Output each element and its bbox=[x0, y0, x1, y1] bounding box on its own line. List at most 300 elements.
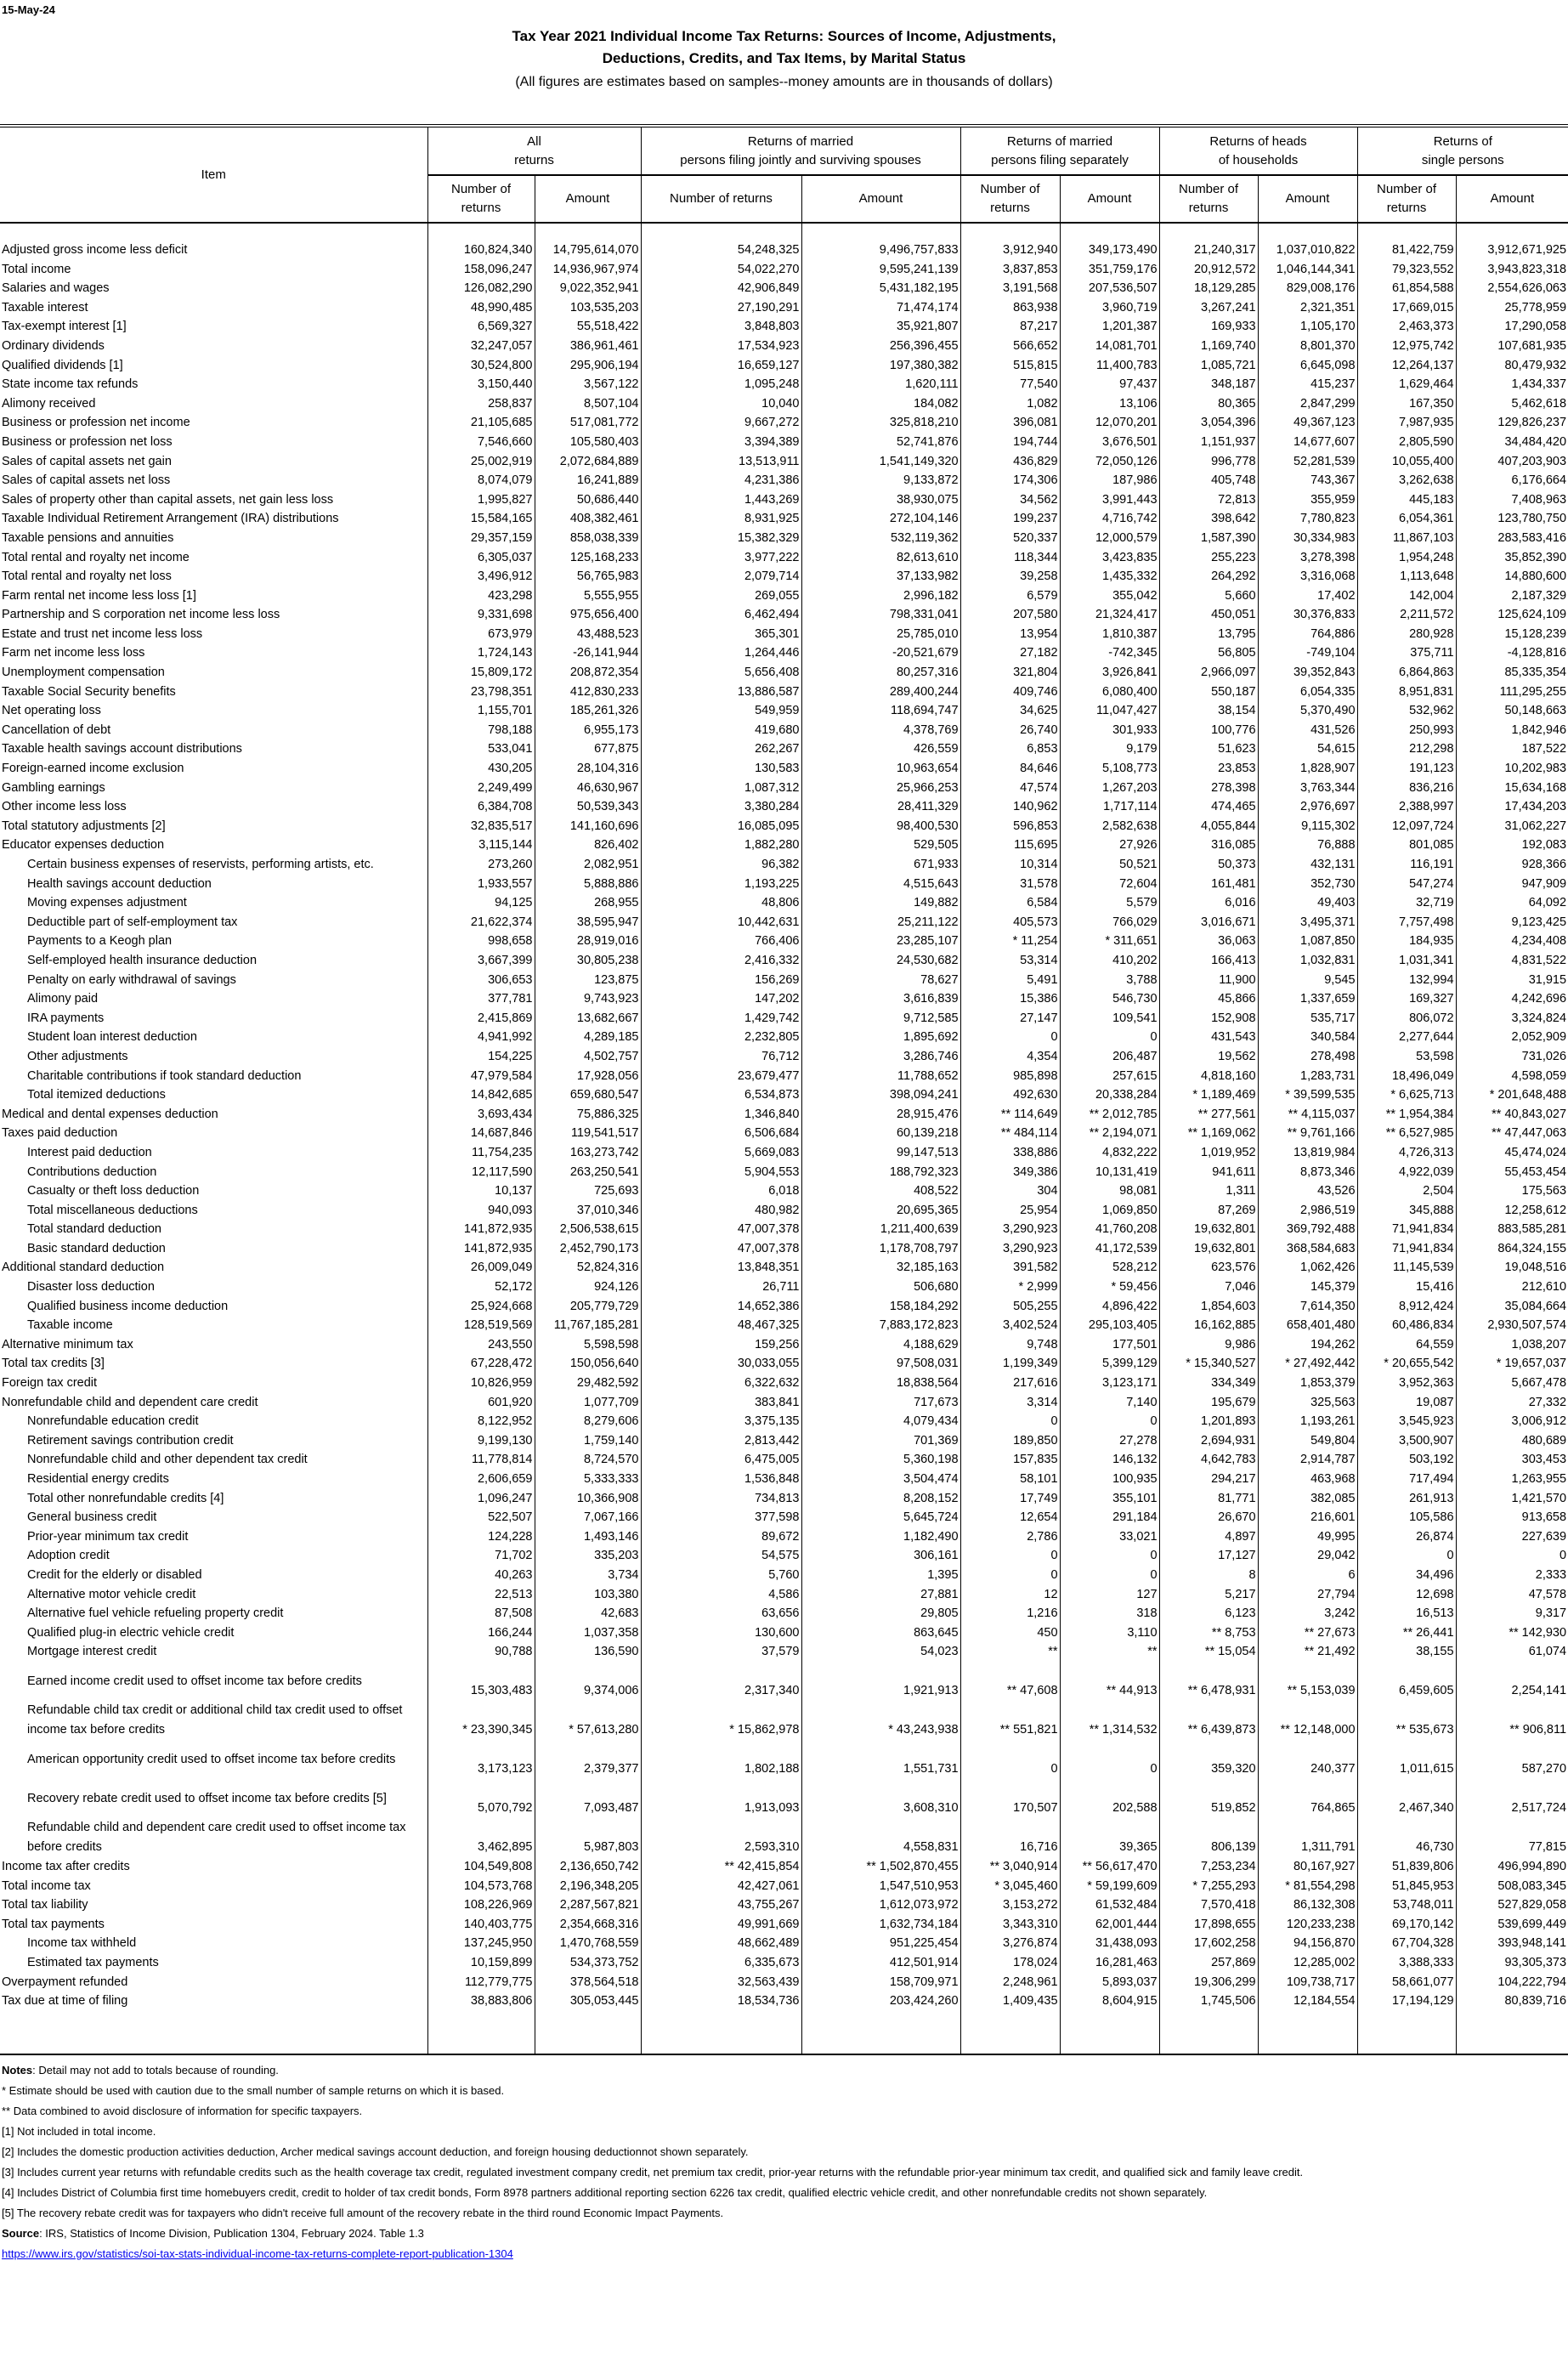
cell-number-of-returns: 36,063 bbox=[1159, 932, 1258, 951]
cell-number-of-returns: 79,323,552 bbox=[1357, 260, 1456, 280]
cell-number-of-returns: 5,217 bbox=[1159, 1585, 1258, 1605]
table-row bbox=[0, 1527, 1568, 1547]
cell-amount: 4,558,831 bbox=[801, 1818, 960, 1857]
cell-number-of-returns: 170,507 bbox=[960, 1779, 1060, 1818]
cell-amount: 863,645 bbox=[801, 1623, 960, 1643]
cell-number-of-returns: 90,788 bbox=[427, 1642, 535, 1662]
cell-number-of-returns: 4,941,992 bbox=[427, 1028, 535, 1047]
cell-number-of-returns: 6,506,684 bbox=[641, 1124, 801, 1143]
cell-amount: 15,634,168 bbox=[1456, 779, 1568, 798]
notes-text: : Detail may not add to totals because of rounding. bbox=[32, 2063, 279, 2077]
cell-amount: -749,104 bbox=[1258, 643, 1357, 663]
cell-amount: ** 5,153,039 bbox=[1258, 1662, 1357, 1701]
cell-amount: 3,608,310 bbox=[801, 1779, 960, 1818]
cell-number-of-returns: 549,959 bbox=[641, 701, 801, 721]
cell-number-of-returns: 7,253,234 bbox=[1159, 1857, 1258, 1877]
cell-amount: 431,526 bbox=[1258, 721, 1357, 740]
cell-amount: 109,738,717 bbox=[1258, 1973, 1357, 1992]
cell-amount: 15,128,239 bbox=[1456, 625, 1568, 644]
table-row bbox=[0, 663, 1568, 683]
cell-amount: 1,032,831 bbox=[1258, 951, 1357, 971]
cell-amount: ** 12,148,000 bbox=[1258, 1701, 1357, 1740]
cell-amount: ** 2,012,785 bbox=[1060, 1105, 1159, 1125]
footnote: [4] Includes District of Columbia first time homebuyers credit, credit to holder of tax credit bonds, Form 8978 partners additional reporting section 6226 tax credit, qualified electric vehicle credit, and other nonrefundable credits not shown separately. bbox=[2, 2185, 1208, 2199]
cell-amount: 5,431,182,195 bbox=[801, 279, 960, 298]
source-label: Source bbox=[2, 2226, 40, 2240]
cell-amount: 3,912,671,925 bbox=[1456, 223, 1568, 260]
cell-number-of-returns: 81,771 bbox=[1159, 1489, 1258, 1509]
cell-number-of-returns: 601,920 bbox=[427, 1393, 535, 1413]
cell-number-of-returns: 34,625 bbox=[960, 701, 1060, 721]
cell-number-of-returns: 126,082,290 bbox=[427, 279, 535, 298]
table-row bbox=[0, 1124, 1568, 1143]
cell-number-of-returns: 0 bbox=[960, 1740, 1060, 1779]
cell-amount: 103,535,203 bbox=[535, 298, 641, 318]
cell-number-of-returns: 1,587,390 bbox=[1159, 529, 1258, 548]
cell-amount: 659,680,547 bbox=[535, 1085, 641, 1105]
cell-amount: 352,730 bbox=[1258, 875, 1357, 894]
cell-amount: 16,241,889 bbox=[535, 471, 641, 490]
cell-number-of-returns: 5,491 bbox=[960, 971, 1060, 990]
table-row bbox=[0, 1662, 1568, 1701]
table-row bbox=[0, 1354, 1568, 1374]
cell-amount: 119,541,517 bbox=[535, 1124, 641, 1143]
cell-amount: 184,082 bbox=[801, 394, 960, 414]
cell-number-of-returns: 3,545,923 bbox=[1357, 1412, 1456, 1431]
cell-amount: 10,131,419 bbox=[1060, 1163, 1159, 1182]
cell-number-of-returns: 377,598 bbox=[641, 1508, 801, 1527]
cell-amount: 111,295,255 bbox=[1456, 683, 1568, 702]
cell-number-of-returns: 46,730 bbox=[1357, 1818, 1456, 1857]
row-label: Certain business expenses of reservists, performing artists, etc. bbox=[27, 858, 374, 871]
cell-number-of-returns: 1,095,248 bbox=[641, 375, 801, 394]
row-label: Estate and trust net income less loss bbox=[2, 626, 203, 641]
group-header-all-returns bbox=[427, 126, 641, 175]
cell-number-of-returns: 12,975,742 bbox=[1357, 337, 1456, 356]
cell-number-of-returns: 18,534,736 bbox=[641, 1992, 801, 2054]
row-label: Qualified plug-in electric vehicle credit bbox=[27, 1625, 235, 1640]
cell-number-of-returns: 345,888 bbox=[1357, 1201, 1456, 1221]
cell-number-of-returns: 2,966,097 bbox=[1159, 663, 1258, 683]
table-row bbox=[0, 1009, 1568, 1028]
cell-number-of-returns: 6,018 bbox=[641, 1181, 801, 1201]
cell-number-of-returns: 10,137 bbox=[427, 1181, 535, 1201]
row-label: Taxable Individual Retirement Arrangement (IRA) distributions bbox=[2, 512, 339, 526]
cell-amount: 3,734 bbox=[535, 1566, 641, 1585]
cell-number-of-returns: 533,041 bbox=[427, 739, 535, 759]
table-row bbox=[0, 701, 1568, 721]
cell-number-of-returns: 3,693,434 bbox=[427, 1105, 535, 1125]
cell-number-of-returns: 15,416 bbox=[1357, 1278, 1456, 1297]
cell-amount: 1,069,850 bbox=[1060, 1201, 1159, 1221]
cell-number-of-returns: 12,117,590 bbox=[427, 1163, 535, 1182]
cell-amount: 546,730 bbox=[1060, 989, 1159, 1009]
cell-number-of-returns: 100,776 bbox=[1159, 721, 1258, 740]
cell-number-of-returns: 2,813,442 bbox=[641, 1431, 801, 1451]
cell-number-of-returns: 23,853 bbox=[1159, 759, 1258, 779]
cell-number-of-returns: 38,155 bbox=[1357, 1642, 1456, 1662]
cell-number-of-returns: 1,011,615 bbox=[1357, 1740, 1456, 1779]
table-row bbox=[0, 797, 1568, 817]
cell-number-of-returns: 262,267 bbox=[641, 739, 801, 759]
cell-amount: 378,564,518 bbox=[535, 1973, 641, 1992]
cell-number-of-returns: 3,054,396 bbox=[1159, 413, 1258, 433]
cell-number-of-returns: 18,129,285 bbox=[1159, 279, 1258, 298]
cell-amount: 20,695,365 bbox=[801, 1201, 960, 1221]
row-label: Total income bbox=[2, 262, 71, 276]
cell-number-of-returns: 6,462,494 bbox=[641, 605, 801, 625]
cell-amount: 28,915,476 bbox=[801, 1105, 960, 1125]
cell-amount: 50,686,440 bbox=[535, 490, 641, 510]
cell-number-of-returns: 5,760 bbox=[641, 1566, 801, 1585]
cell-number-of-returns: 166,244 bbox=[427, 1623, 535, 1643]
cell-amount: 3,567,122 bbox=[535, 375, 641, 394]
header-group-row bbox=[0, 126, 1568, 175]
cell-number-of-returns: 5,669,083 bbox=[641, 1143, 801, 1163]
row-label: Salaries and wages bbox=[2, 281, 110, 296]
cell-number-of-returns: 2,694,931 bbox=[1159, 1431, 1258, 1451]
cell-amount: 80,479,932 bbox=[1456, 356, 1568, 376]
cell-amount: 3,763,344 bbox=[1258, 779, 1357, 798]
report-date: 15-May-24 bbox=[2, 3, 55, 16]
row-label: Total standard deduction bbox=[27, 1222, 161, 1237]
cell-number-of-returns: 8,074,079 bbox=[427, 471, 535, 490]
cell-amount: 535,717 bbox=[1258, 1009, 1357, 1028]
cell-amount: 355,042 bbox=[1060, 586, 1159, 606]
cell-amount: 34,484,420 bbox=[1456, 433, 1568, 452]
cell-number-of-returns: 51,623 bbox=[1159, 739, 1258, 759]
cell-number-of-returns: 51,839,806 bbox=[1357, 1857, 1456, 1877]
row-label: Unemployment compensation bbox=[2, 666, 165, 680]
cell-amount: 206,487 bbox=[1060, 1047, 1159, 1067]
cell-number-of-returns: 19,632,801 bbox=[1159, 1239, 1258, 1259]
cell-number-of-returns: 50,373 bbox=[1159, 855, 1258, 875]
cell-amount: 351,759,176 bbox=[1060, 260, 1159, 280]
cell-number-of-returns: 4,642,783 bbox=[1159, 1450, 1258, 1470]
row-label: Total rental and royalty net income bbox=[2, 550, 190, 564]
cell-amount: 38,930,075 bbox=[801, 490, 960, 510]
table-row bbox=[0, 298, 1568, 318]
cell-number-of-returns: 178,024 bbox=[960, 1953, 1060, 1973]
cell-amount: 9,317 bbox=[1456, 1604, 1568, 1623]
cell-number-of-returns: 6,534,873 bbox=[641, 1085, 801, 1105]
cell-number-of-returns: 0 bbox=[960, 1412, 1060, 1431]
cell-amount: 415,237 bbox=[1258, 375, 1357, 394]
cell-amount: 5,108,773 bbox=[1060, 759, 1159, 779]
cell-number-of-returns: 11,778,814 bbox=[427, 1450, 535, 1470]
cell-amount: 883,585,281 bbox=[1456, 1220, 1568, 1239]
row-label: Alimony paid bbox=[27, 992, 99, 1006]
cell-number-of-returns: 998,658 bbox=[427, 932, 535, 951]
cell-amount: 528,212 bbox=[1060, 1258, 1159, 1278]
cell-number-of-returns: 1,409,435 bbox=[960, 1992, 1060, 2054]
table-row bbox=[0, 1508, 1568, 1527]
cell-number-of-returns: 2,277,644 bbox=[1357, 1028, 1456, 1047]
cell-number-of-returns: 940,093 bbox=[427, 1201, 535, 1221]
cell-number-of-returns: 45,866 bbox=[1159, 989, 1258, 1009]
table-row bbox=[0, 1412, 1568, 1431]
cell-amount: 61,074 bbox=[1456, 1642, 1568, 1662]
cell-number-of-returns: 38,154 bbox=[1159, 701, 1258, 721]
cell-amount: 8,801,370 bbox=[1258, 337, 1357, 356]
cell-amount: 11,767,185,281 bbox=[535, 1316, 641, 1335]
cell-amount: 31,438,093 bbox=[1060, 1934, 1159, 1953]
cell-amount: 9,743,923 bbox=[535, 989, 641, 1009]
cell-number-of-returns: 10,040 bbox=[641, 394, 801, 414]
cell-amount: 4,716,742 bbox=[1060, 509, 1159, 529]
cell-amount: ** 27,673 bbox=[1258, 1623, 1357, 1643]
table-row bbox=[0, 1450, 1568, 1470]
cell-number-of-returns: 431,543 bbox=[1159, 1028, 1258, 1047]
row-label: Penalty on early withdrawal of savings bbox=[27, 972, 236, 987]
row-label: Nonrefundable education credit bbox=[27, 1414, 199, 1429]
cell-number-of-returns: 137,245,950 bbox=[427, 1934, 535, 1953]
cell-amount: 3,960,719 bbox=[1060, 298, 1159, 318]
cell-amount: 37,010,346 bbox=[535, 1201, 641, 1221]
cell-amount: 129,826,237 bbox=[1456, 413, 1568, 433]
cell-amount: 98,400,530 bbox=[801, 817, 960, 836]
cell-amount: 3,788 bbox=[1060, 971, 1159, 990]
cell-number-of-returns: 128,519,569 bbox=[427, 1316, 535, 1335]
cell-number-of-returns: 3,402,524 bbox=[960, 1316, 1060, 1335]
cell-amount: 94,156,870 bbox=[1258, 1934, 1357, 1953]
cell-amount: 9,496,757,833 bbox=[801, 223, 960, 260]
footnote: [3] Includes current year returns with refundable credits such as the health coverage tax credit, regulated investment company credit, net premium tax credit, prior-year returns with the refundable prior-year minimum tax credit, and qualified sick and family leave credit. bbox=[2, 2165, 1304, 2179]
row-label: Ordinary dividends bbox=[2, 338, 105, 353]
cell-amount: 508,083,345 bbox=[1456, 1877, 1568, 1896]
cell-number-of-returns: 365,301 bbox=[641, 625, 801, 644]
cell-number-of-returns: 118,344 bbox=[960, 548, 1060, 568]
cell-amount: 45,474,024 bbox=[1456, 1143, 1568, 1163]
cell-number-of-returns: 76,712 bbox=[641, 1047, 801, 1067]
group-header-married-joint bbox=[641, 126, 960, 175]
cell-amount: 5,888,886 bbox=[535, 875, 641, 894]
row-label: American opportunity credit used to offset income tax before credits bbox=[27, 1752, 396, 1766]
cell-amount: 6,645,098 bbox=[1258, 356, 1357, 376]
table-row bbox=[0, 893, 1568, 913]
cell-amount: 107,681,935 bbox=[1456, 337, 1568, 356]
cell-amount: 62,001,444 bbox=[1060, 1915, 1159, 1935]
cell-number-of-returns: 17,898,655 bbox=[1159, 1915, 1258, 1935]
cell-number-of-returns: 16,085,095 bbox=[641, 817, 801, 836]
cell-number-of-returns: 7,570,418 bbox=[1159, 1895, 1258, 1915]
cell-amount: ** 1,314,532 bbox=[1060, 1701, 1159, 1740]
cell-number-of-returns: 8,951,831 bbox=[1357, 683, 1456, 702]
table-row bbox=[0, 1067, 1568, 1086]
table-row bbox=[0, 1546, 1568, 1566]
cell-amount: 8,604,915 bbox=[1060, 1992, 1159, 2054]
cell-amount: 3,504,474 bbox=[801, 1470, 960, 1489]
table-row bbox=[0, 1163, 1568, 1182]
cell-amount: 72,604 bbox=[1060, 875, 1159, 894]
cell-amount: 408,382,461 bbox=[535, 509, 641, 529]
cell-number-of-returns: 8,931,925 bbox=[641, 509, 801, 529]
cell-number-of-returns: 3,290,923 bbox=[960, 1239, 1060, 1259]
table-row bbox=[0, 932, 1568, 951]
cell-amount: 407,203,903 bbox=[1456, 452, 1568, 472]
cell-amount: 9,712,585 bbox=[801, 1009, 960, 1028]
cell-number-of-returns: 1,311 bbox=[1159, 1181, 1258, 1201]
cell-amount: 1,434,337 bbox=[1456, 375, 1568, 394]
cell-amount: 1,620,111 bbox=[801, 375, 960, 394]
cell-amount: 2,996,182 bbox=[801, 586, 960, 606]
cell-number-of-returns: 184,935 bbox=[1357, 932, 1456, 951]
table-row bbox=[0, 1316, 1568, 1335]
cell-number-of-returns: 27,147 bbox=[960, 1009, 1060, 1028]
cell-amount: 398,094,241 bbox=[801, 1085, 960, 1105]
cell-number-of-returns: 445,183 bbox=[1357, 490, 1456, 510]
cell-amount: 49,995 bbox=[1258, 1527, 1357, 1547]
row-label: Prior-year minimum tax credit bbox=[27, 1529, 189, 1544]
cell-amount: 1,211,400,639 bbox=[801, 1220, 960, 1239]
cell-number-of-returns: 3,500,907 bbox=[1357, 1431, 1456, 1451]
source-link[interactable]: https://www.irs.gov/statistics/soi-tax-stats-individual-income-tax-returns-complete-report-publication-1304 bbox=[2, 2247, 513, 2260]
cell-amount: 188,792,323 bbox=[801, 1163, 960, 1182]
cell-amount: 1,470,768,559 bbox=[535, 1934, 641, 1953]
cell-number-of-returns: ** 1,169,062 bbox=[1159, 1124, 1258, 1143]
column-header-item: Item bbox=[0, 126, 427, 223]
cell-amount: 33,021 bbox=[1060, 1527, 1159, 1547]
cell-number-of-returns: 348,187 bbox=[1159, 375, 1258, 394]
row-label: Alternative motor vehicle credit bbox=[27, 1587, 196, 1601]
cell-amount: 187,522 bbox=[1456, 739, 1568, 759]
cell-amount: 60,139,218 bbox=[801, 1124, 960, 1143]
cell-number-of-returns: 17,194,129 bbox=[1357, 1992, 1456, 2054]
cell-number-of-returns: 405,573 bbox=[960, 913, 1060, 932]
cell-amount: 4,896,422 bbox=[1060, 1297, 1159, 1317]
cell-amount: 56,765,983 bbox=[535, 567, 641, 586]
cell-amount: 268,955 bbox=[535, 893, 641, 913]
cell-amount: 1,037,358 bbox=[535, 1623, 641, 1643]
cell-number-of-returns: 3,343,310 bbox=[960, 1915, 1060, 1935]
cell-number-of-returns: 11,754,235 bbox=[427, 1143, 535, 1163]
cell-amount: 864,324,155 bbox=[1456, 1239, 1568, 1259]
cell-amount: 658,401,480 bbox=[1258, 1316, 1357, 1335]
row-label: Nonrefundable child and other dependent tax credit bbox=[27, 1453, 308, 1467]
row-label: Sales of capital assets net loss bbox=[2, 473, 171, 488]
cell-number-of-returns: 4,818,160 bbox=[1159, 1067, 1258, 1086]
row-label: Nonrefundable child and dependent care credit bbox=[2, 1395, 258, 1409]
cell-number-of-returns: 405,748 bbox=[1159, 471, 1258, 490]
cell-number-of-returns: 3,912,940 bbox=[960, 223, 1060, 260]
cell-number-of-returns: 623,576 bbox=[1159, 1258, 1258, 1278]
cell-number-of-returns: 2,416,332 bbox=[641, 951, 801, 971]
cell-amount: 54,023 bbox=[801, 1642, 960, 1662]
cell-amount: 1,541,149,320 bbox=[801, 452, 960, 472]
cell-amount: 2,452,790,173 bbox=[535, 1239, 641, 1259]
cell-number-of-returns: 255,223 bbox=[1159, 548, 1258, 568]
cell-number-of-returns: 166,413 bbox=[1159, 951, 1258, 971]
cell-number-of-returns: 72,813 bbox=[1159, 490, 1258, 510]
cell-amount: 25,785,010 bbox=[801, 625, 960, 644]
cell-amount: 4,234,408 bbox=[1456, 932, 1568, 951]
cell-number-of-returns: 39,258 bbox=[960, 567, 1060, 586]
table-row bbox=[0, 875, 1568, 894]
cell-number-of-returns: 1,954,248 bbox=[1357, 548, 1456, 568]
cell-amount: 3,676,501 bbox=[1060, 433, 1159, 452]
cell-amount: 9,022,352,941 bbox=[535, 279, 641, 298]
cell-number-of-returns: 116,191 bbox=[1357, 855, 1456, 875]
cell-number-of-returns: 20,912,572 bbox=[1159, 260, 1258, 280]
cell-amount: 12,000,579 bbox=[1060, 529, 1159, 548]
cell-amount: 187,986 bbox=[1060, 471, 1159, 490]
cell-amount: 5,667,478 bbox=[1456, 1374, 1568, 1393]
group-header-line: single persons bbox=[1421, 153, 1504, 167]
table-row bbox=[0, 913, 1568, 932]
cell-number-of-returns: 4,354 bbox=[960, 1047, 1060, 1067]
cell-amount: * 201,648,488 bbox=[1456, 1085, 1568, 1105]
cell-amount: 14,880,600 bbox=[1456, 567, 1568, 586]
cell-number-of-returns: 174,306 bbox=[960, 471, 1060, 490]
cell-number-of-returns: 3,016,671 bbox=[1159, 913, 1258, 932]
row-label: Total statutory adjustments [2] bbox=[2, 819, 166, 833]
cell-amount: 205,779,729 bbox=[535, 1297, 641, 1317]
cell-number-of-returns: 61,854,588 bbox=[1357, 279, 1456, 298]
row-label: Credit for the elderly or disabled bbox=[27, 1567, 202, 1582]
table-row bbox=[0, 1992, 1568, 2054]
table-row bbox=[0, 625, 1568, 644]
cell-amount: 301,933 bbox=[1060, 721, 1159, 740]
cell-number-of-returns: 519,852 bbox=[1159, 1779, 1258, 1818]
cell-number-of-returns: 3,290,923 bbox=[960, 1220, 1060, 1239]
cell-number-of-returns: 316,085 bbox=[1159, 836, 1258, 855]
cell-amount: 5,579 bbox=[1060, 893, 1159, 913]
cell-number-of-returns: 515,815 bbox=[960, 356, 1060, 376]
row-label: Alimony received bbox=[2, 396, 96, 411]
cell-amount: 393,948,141 bbox=[1456, 1934, 1568, 1953]
column-header-amount: Amount bbox=[801, 175, 960, 223]
cell-amount: 1,435,332 bbox=[1060, 567, 1159, 586]
cell-number-of-returns: 673,979 bbox=[427, 625, 535, 644]
table-row bbox=[0, 529, 1568, 548]
cell-number-of-returns: ** bbox=[960, 1642, 1060, 1662]
cell-amount: 1,046,144,341 bbox=[1258, 260, 1357, 280]
cell-number-of-returns: 53,314 bbox=[960, 951, 1060, 971]
cell-number-of-returns: 11,867,103 bbox=[1357, 529, 1456, 548]
row-label: Sales of property other than capital assets, net gain less loss bbox=[2, 492, 334, 507]
cell-number-of-returns: 80,365 bbox=[1159, 394, 1258, 414]
cell-amount: 1,717,114 bbox=[1060, 797, 1159, 817]
cell-amount: 35,852,390 bbox=[1456, 548, 1568, 568]
cell-number-of-returns: 1,201,893 bbox=[1159, 1412, 1258, 1431]
cell-number-of-returns: 189,850 bbox=[960, 1431, 1060, 1451]
cell-number-of-returns: 10,314 bbox=[960, 855, 1060, 875]
cell-amount: 463,968 bbox=[1258, 1470, 1357, 1489]
table-row bbox=[0, 1566, 1568, 1585]
row-label: General business credit bbox=[27, 1510, 157, 1525]
cell-amount: 2,196,348,205 bbox=[535, 1877, 641, 1896]
cell-number-of-returns: 377,781 bbox=[427, 989, 535, 1009]
row-label: Self-employed health insurance deduction bbox=[27, 953, 258, 967]
table-row bbox=[0, 1953, 1568, 1973]
cell-amount: * 19,657,037 bbox=[1456, 1354, 1568, 1374]
cell-number-of-returns: * 15,340,527 bbox=[1159, 1354, 1258, 1374]
cell-number-of-returns: 71,941,834 bbox=[1357, 1220, 1456, 1239]
cell-number-of-returns: 1,096,247 bbox=[427, 1489, 535, 1509]
cell-amount: 7,614,350 bbox=[1258, 1297, 1357, 1317]
cell-amount: 93,305,373 bbox=[1456, 1953, 1568, 1973]
cell-amount: 527,829,058 bbox=[1456, 1895, 1568, 1915]
cell-number-of-returns: 505,255 bbox=[960, 1297, 1060, 1317]
cell-number-of-returns: 53,598 bbox=[1357, 1047, 1456, 1067]
cell-amount: 0 bbox=[1060, 1412, 1159, 1431]
cell-amount: 203,424,260 bbox=[801, 1992, 960, 2054]
cell-number-of-returns: 306,653 bbox=[427, 971, 535, 990]
cell-amount: 412,501,914 bbox=[801, 1953, 960, 1973]
row-label: Interest paid deduction bbox=[27, 1145, 152, 1159]
cell-number-of-returns: 450,051 bbox=[1159, 605, 1258, 625]
cell-amount: 826,402 bbox=[535, 836, 641, 855]
